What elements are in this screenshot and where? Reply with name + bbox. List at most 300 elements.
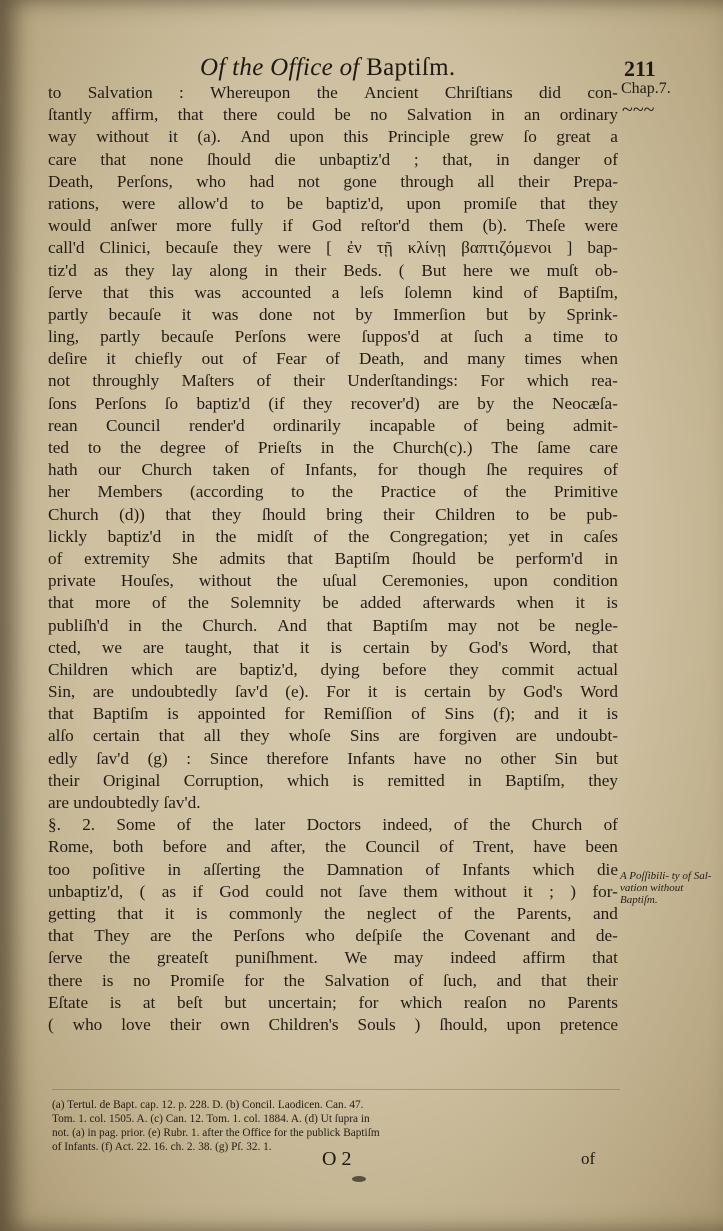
word: the (324, 903, 346, 923)
word: Infants (462, 859, 510, 879)
word: hath (48, 460, 78, 480)
text-line (48, 215, 618, 237)
word: is (352, 770, 364, 790)
text-line (48, 881, 618, 903)
word: Corruption, (183, 770, 264, 790)
word: undoubt- (555, 726, 618, 746)
text-line (48, 748, 618, 770)
word: Infants, (305, 460, 358, 480)
text-line (48, 393, 618, 415)
text-line (48, 659, 618, 681)
word: caſes (583, 526, 618, 546)
word: And (277, 615, 307, 635)
word: God (219, 881, 249, 901)
word: lay (171, 260, 193, 280)
word: Church (48, 504, 99, 524)
text-line (48, 725, 618, 747)
word: Original (103, 770, 161, 790)
word: negle- (575, 615, 618, 635)
word: which (287, 770, 330, 790)
word: Trent, (473, 837, 515, 857)
word: other (500, 748, 536, 768)
word: did (539, 83, 561, 102)
word: danger (533, 149, 580, 169)
word: (g) (147, 748, 168, 768)
word: Sins (444, 704, 475, 724)
word: upon (493, 571, 528, 591)
word: of (242, 349, 257, 369)
word: the (120, 438, 142, 457)
word: Salvation (324, 970, 390, 990)
word: Salvation (406, 105, 472, 125)
word: the (161, 615, 183, 635)
chapter-note: Chap.7. (621, 80, 671, 97)
word: none (149, 149, 184, 169)
text-line (48, 260, 618, 282)
word: baptiz'd, (325, 193, 384, 213)
word: in (468, 770, 482, 790)
word: not (319, 881, 342, 901)
word: rea- (591, 371, 618, 391)
word: in (549, 526, 564, 546)
text-line (48, 282, 618, 304)
word: call'd (48, 238, 85, 258)
word: τῇ (376, 238, 393, 258)
word: becauſe (161, 327, 214, 347)
word: Primitive (553, 482, 618, 502)
word: the (187, 593, 209, 613)
word: of (152, 593, 167, 613)
word: to (250, 193, 264, 213)
word: bap- (587, 238, 618, 258)
word: dying (320, 659, 360, 679)
word: own (220, 1014, 250, 1034)
word: appointed (197, 704, 266, 724)
word: without (454, 881, 507, 901)
word: not (48, 371, 70, 391)
word: be (538, 615, 556, 635)
word: ordinary (559, 105, 618, 125)
word: after, (270, 837, 306, 857)
word: Baptiſm (334, 548, 391, 568)
word: The (491, 438, 519, 457)
word: taught, (184, 637, 233, 657)
word: but (596, 748, 618, 768)
word: the (325, 837, 347, 857)
word: that (100, 149, 127, 169)
word: upon (506, 1014, 541, 1034)
word: Promiſe (169, 970, 225, 990)
ink-blot (352, 1176, 366, 1182)
word: for (244, 970, 265, 990)
word: accounted (241, 282, 312, 302)
word: reaſon (463, 992, 507, 1012)
word: they (125, 260, 155, 280)
word: is (102, 970, 114, 990)
word: times (524, 349, 562, 369)
word: Sin, (48, 682, 76, 702)
word: Covenant (464, 926, 531, 946)
text-line (48, 615, 618, 637)
text-line (48, 770, 618, 792)
word: Eſtate (48, 992, 89, 1012)
word: ; (549, 881, 554, 901)
word: Baptiſm (372, 615, 428, 635)
word: it (106, 349, 116, 369)
word: being (506, 415, 545, 435)
word: of (411, 704, 426, 724)
word: by (430, 637, 448, 657)
word: lickly (48, 526, 88, 546)
word: (b). (482, 216, 507, 236)
word: were (307, 327, 341, 347)
word: it (181, 304, 192, 324)
word: her (48, 482, 70, 502)
word: by (355, 304, 373, 324)
word: a (331, 282, 340, 302)
word: commonly (229, 903, 303, 923)
word: uncertain; (268, 992, 337, 1012)
text-line (48, 415, 618, 437)
word: beſt (176, 992, 203, 1012)
catchword: of (581, 1149, 596, 1168)
word: fully (230, 216, 264, 236)
word: for (377, 460, 398, 480)
word: for (284, 704, 305, 724)
word: allow'd (177, 193, 228, 213)
word: many (467, 349, 506, 369)
word: ſons (48, 393, 77, 413)
word: that (287, 548, 313, 568)
text-line (48, 171, 618, 193)
word: of (256, 371, 271, 391)
word: to (87, 438, 102, 457)
word: For (326, 682, 351, 702)
word: of (453, 815, 469, 835)
word: be (322, 593, 339, 613)
word: by (528, 304, 546, 324)
word: ſuch (473, 327, 504, 347)
word: Since (209, 748, 248, 768)
word: been (585, 837, 618, 857)
word: ſtantly (48, 105, 92, 125)
word: Clinici, (99, 238, 151, 258)
signature-mark: O 2 (322, 1148, 352, 1170)
word: are (92, 682, 114, 702)
text-line (48, 548, 618, 570)
word: that (48, 593, 74, 613)
word: of (409, 970, 424, 990)
word: con- (587, 83, 618, 102)
word: which (130, 659, 173, 679)
text-line (48, 104, 618, 126)
word: in (167, 859, 181, 879)
word: ſo (164, 393, 179, 413)
text-line (48, 681, 618, 703)
footnote-line: of Infants. (f) Act. 22. 16. ch. 2. 38. (g) Pſ. 32. 1. (52, 1141, 272, 1153)
word: Beds. (343, 260, 382, 280)
word: the (512, 393, 534, 413)
word: no (133, 970, 151, 990)
word: out (201, 349, 224, 369)
word: more (95, 593, 131, 613)
word: (e). (285, 682, 309, 702)
page-header (0, 54, 723, 84)
word: ſhe (486, 460, 508, 480)
word: them (428, 216, 464, 236)
word: and (496, 970, 522, 990)
word: Underſtandings: (347, 371, 459, 391)
word: the (283, 859, 305, 879)
word: the (283, 970, 305, 990)
word: be (549, 504, 566, 524)
word: without (96, 127, 149, 147)
word: ) (570, 881, 576, 901)
word: they (240, 726, 270, 746)
word: in (491, 105, 505, 125)
word: recover'd) (350, 393, 420, 413)
word: βαπτιζόμενοι (461, 238, 552, 258)
word: §. (48, 815, 61, 835)
word: but (486, 304, 509, 324)
footnote-line: not. (a) in pag. prior. (e) Rubr. 1. after the Office for the publick Baptiſm (52, 1127, 380, 1139)
text-line (48, 437, 618, 459)
word: Neocæſa- (552, 393, 618, 413)
word: bring (326, 504, 363, 524)
word: they (302, 393, 333, 413)
word: their (169, 1014, 202, 1034)
word: Church(c).) (392, 438, 473, 457)
word: therefore (266, 748, 329, 768)
footnotes (52, 1098, 620, 1154)
word: this (149, 282, 174, 302)
word: of (325, 349, 340, 369)
word: (according (190, 482, 264, 502)
word: extremity (84, 548, 151, 568)
word: muſt (546, 260, 579, 280)
word: along (209, 260, 248, 280)
word: degree (160, 438, 206, 457)
word: Children's (268, 1014, 339, 1034)
word: not (297, 171, 320, 191)
word: of (270, 460, 285, 480)
word: Sin (554, 748, 578, 768)
word: deſpiſe (355, 926, 403, 946)
word: we (509, 260, 530, 280)
word: of (603, 460, 618, 480)
word: and (550, 926, 576, 946)
word: there (223, 105, 258, 125)
word: kind (472, 282, 503, 302)
text-line (48, 637, 618, 659)
running-head-italic: Of the Office of (200, 54, 360, 81)
word: is (394, 682, 407, 702)
word: greateſt (156, 948, 209, 968)
text-line (48, 304, 618, 326)
word: in (181, 526, 196, 546)
word: Baptiſm, (558, 282, 618, 302)
text-line (48, 970, 618, 992)
word: publiſh'd (48, 615, 109, 635)
word: done (258, 304, 293, 324)
word: at (440, 327, 453, 347)
page-number: 211 (624, 56, 656, 81)
word: their (293, 371, 325, 391)
running-head (200, 54, 455, 82)
word: indeed (450, 948, 496, 968)
word: to (291, 482, 305, 502)
word: that (165, 504, 192, 524)
word: have (533, 837, 566, 857)
text-line: are undoubtedly ſav'd. (48, 793, 201, 812)
word: time (552, 327, 584, 347)
word: is (330, 637, 342, 657)
word: is (606, 704, 618, 724)
word: Baptiſm (92, 704, 149, 724)
word: Council (106, 415, 161, 435)
text-line (48, 570, 618, 592)
word: Parents (567, 992, 618, 1012)
text-line (48, 82, 618, 104)
word: in (496, 149, 510, 169)
word: Death, (358, 349, 405, 369)
word: the (276, 571, 298, 591)
word: that (592, 637, 618, 657)
text-line (48, 947, 618, 969)
word: have (413, 748, 447, 768)
word: by (488, 682, 506, 702)
word: be (334, 105, 351, 125)
word: pretence (559, 1014, 618, 1034)
word: a (610, 127, 618, 147)
word: Children (48, 659, 109, 679)
word: Remiſſion (323, 704, 393, 724)
margin-note-possibility: A Poſſibili- ty of Sal- vation without Baptiſm. (620, 870, 712, 906)
word: their (383, 504, 415, 524)
word: they (233, 238, 263, 258)
word: condition (552, 571, 618, 591)
word: that (541, 970, 567, 990)
word: to (604, 327, 618, 347)
word: But (421, 260, 447, 280)
word: (a). (197, 127, 221, 147)
word: their (48, 770, 80, 790)
word: midſt (256, 526, 294, 546)
word: all (477, 171, 495, 191)
text-line (48, 370, 618, 392)
word: affirm, (111, 105, 159, 125)
word: : (179, 83, 184, 102)
word: were (277, 238, 312, 258)
word: not (312, 304, 335, 324)
word: no (528, 992, 546, 1012)
word: both (112, 837, 144, 857)
word: to (48, 83, 62, 102)
word: are (438, 393, 459, 413)
body-text (48, 82, 618, 1036)
word: puniſhment. (235, 948, 318, 968)
word: that (158, 726, 185, 746)
word: were (584, 216, 618, 236)
word: if (282, 216, 293, 236)
word: it (164, 903, 175, 923)
word: perform'd (515, 548, 583, 568)
word: that (102, 282, 129, 302)
word: without (198, 571, 252, 591)
text-line (48, 703, 618, 725)
word: this (343, 127, 369, 147)
word: partly (100, 327, 141, 347)
text-line (48, 193, 618, 215)
word: we (101, 637, 122, 657)
word: Sins (349, 726, 380, 746)
word: of (439, 837, 454, 857)
word: Ancient (364, 83, 419, 102)
word: it (168, 127, 178, 147)
word: ἐν (346, 238, 362, 258)
word: are (142, 637, 164, 657)
word: We (344, 948, 368, 968)
word: ( (139, 881, 146, 901)
ornament-flourish: ~~~ (622, 99, 655, 121)
word: actual (576, 659, 618, 679)
running-head-roman: Baptiſm. (359, 54, 456, 81)
word: ſolemn (404, 282, 452, 302)
word: if (192, 881, 203, 901)
word: remitted (387, 770, 445, 790)
word: is (167, 704, 179, 724)
text-line (48, 237, 618, 259)
word: it (299, 637, 310, 657)
word: ordinarily (273, 415, 341, 435)
word: that (253, 637, 279, 657)
text-line (48, 592, 618, 614)
word: deſire (48, 349, 88, 369)
word: way (48, 127, 77, 147)
word: and (423, 349, 449, 369)
word: of (425, 859, 440, 879)
word: certain (362, 637, 410, 657)
word: Immerſion (393, 304, 466, 324)
text-line (48, 526, 618, 548)
word: would (48, 216, 91, 236)
word: undoubtedly (131, 682, 218, 702)
word: admits (219, 548, 266, 568)
word: could (265, 881, 304, 901)
word: Perſons (233, 926, 285, 946)
word: whoſe (288, 726, 331, 746)
word: the (191, 926, 213, 946)
word: die (596, 859, 618, 879)
word: Church. (202, 615, 258, 635)
word: ſame (537, 438, 571, 457)
word: God (312, 216, 342, 236)
word: forgiven (438, 726, 497, 746)
word: to (515, 504, 530, 524)
word: [ (326, 238, 332, 258)
word: of (603, 815, 618, 835)
word: added (360, 593, 402, 613)
word: Council (365, 837, 420, 857)
word: They (94, 926, 130, 946)
word: partly (48, 304, 89, 324)
word: becauſe (108, 304, 162, 324)
word: yet (508, 526, 530, 546)
word: indeed, (382, 815, 433, 835)
word: ( (398, 260, 405, 280)
word: ling, (48, 327, 80, 347)
word: as (161, 881, 177, 901)
